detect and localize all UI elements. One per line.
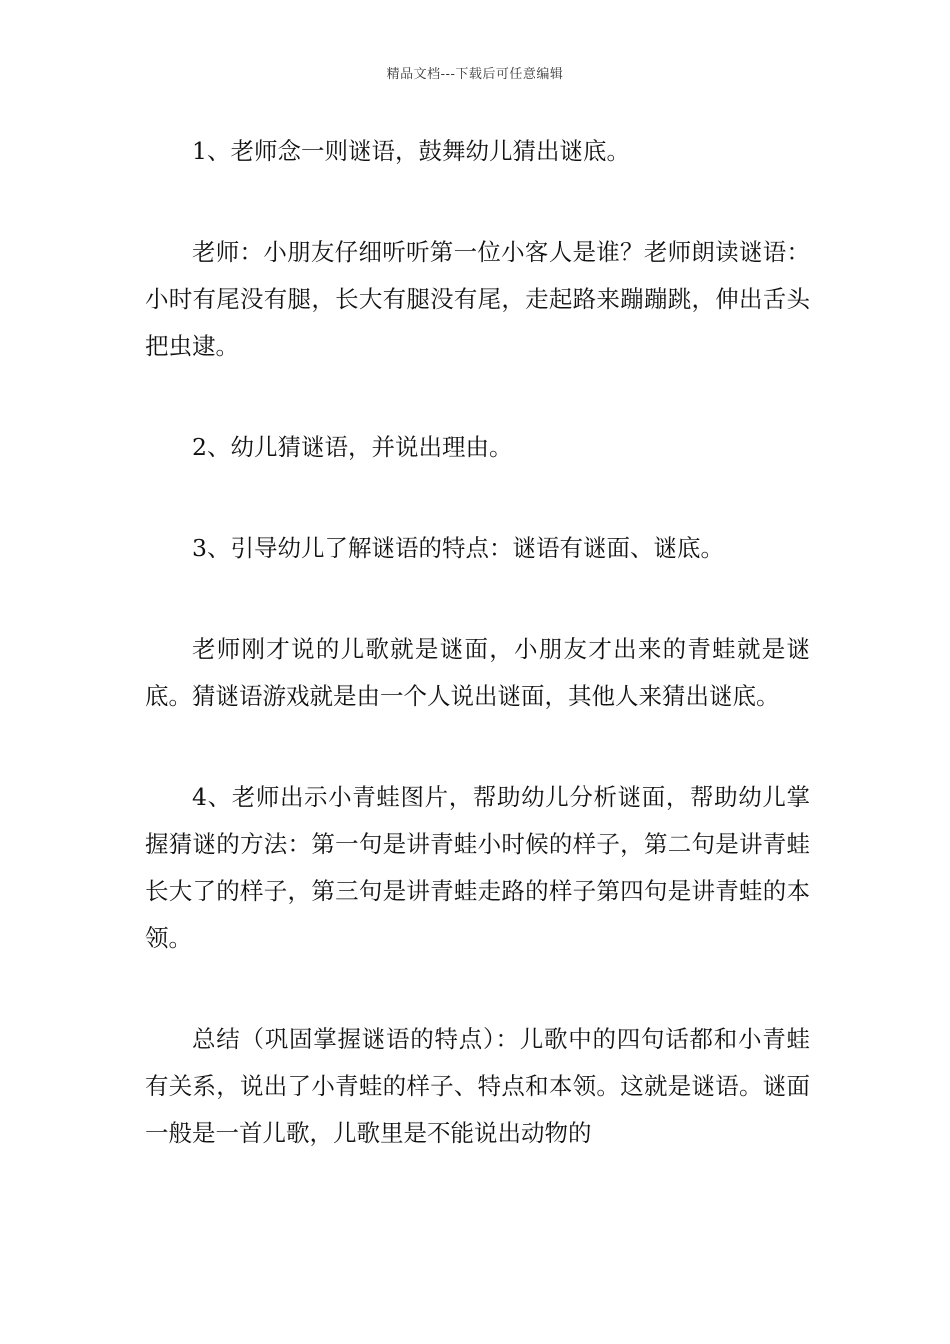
document-body — [145, 128, 810, 1211]
paragraph-step-4: 4、老师出示小青蛙图片，帮助幼儿分析谜面，帮助幼儿掌握猜谜的方法：第一句是讲青蛙小时候的样子，第二句是讲青蛙长大了的样子，第三句是讲青蛙走路的样子第四句是讲青蛙的本领。 — [145, 783, 810, 952]
paragraph-step-2: 2、幼儿猜谜语，并说出理由。 — [192, 433, 513, 461]
paragraph-riddle: 老师：小朋友仔细听听第一位小客人是谁？老师朗读谜语：小时有尾没有腿，长大有腿没有尾，走起路来蹦蹦跳，伸出舌头把虫逮。 — [145, 238, 810, 360]
paragraph-summary: 总结（巩固掌握谜语的特点）：儿歌中的四句话都和小青蛙有关系，说出了小青蛙的样子、特点和本领。这就是谜语。谜面一般是一首儿歌，儿歌里是不能说出动物的 — [145, 1025, 810, 1147]
paragraph-explanation: 老师刚才说的儿歌就是谜面，小朋友才出来的青蛙就是谜底。猜谜语游戏就是由一个人说出谜面，其他人来猜出谜底。 — [145, 635, 810, 710]
paragraph-step-1: 1、老师念一则谜语，鼓舞幼儿猜出谜底。 — [192, 137, 630, 165]
paragraph-step-3: 3、引导幼儿了解谜语的特点：谜语有谜面、谜底。 — [192, 534, 724, 562]
page-header: 精品文档---下载后可任意编辑 — [386, 67, 564, 82]
